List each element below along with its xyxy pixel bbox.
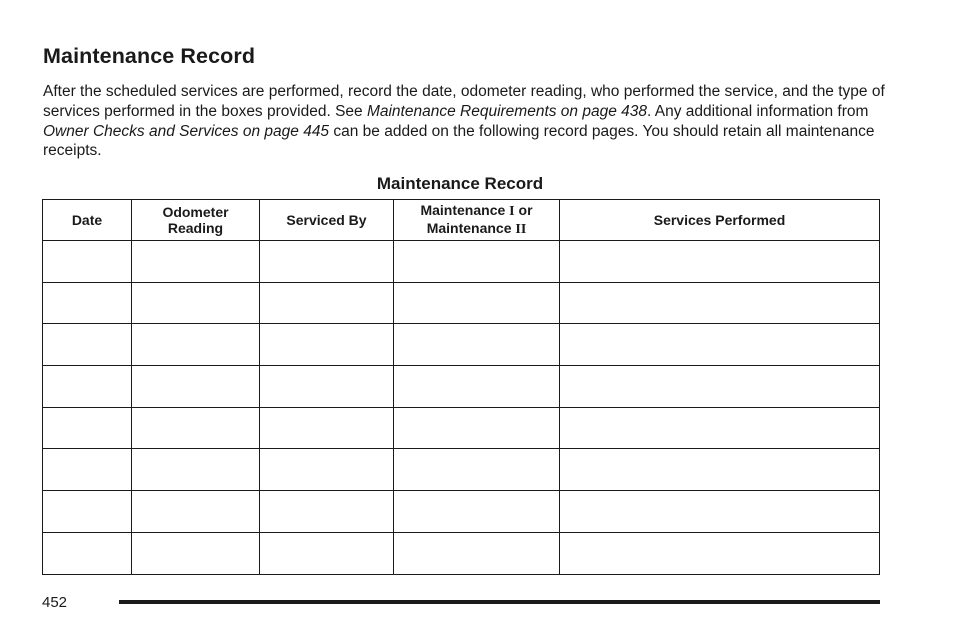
serviced-by-cell xyxy=(260,241,394,283)
table-row xyxy=(43,449,880,491)
serviced-by-cell xyxy=(260,532,394,574)
header-maintenance-line-2 xyxy=(394,220,559,239)
table-row xyxy=(43,532,880,574)
services-cell xyxy=(560,449,880,491)
date-cell xyxy=(43,324,132,366)
services-cell xyxy=(560,282,880,324)
header-maintenance-or: or xyxy=(514,201,533,218)
maintenance-cell xyxy=(394,366,560,408)
roman-numeral-two: II xyxy=(515,222,527,237)
intro-text-2: . Any additional information from xyxy=(647,102,869,120)
serviced-by-cell xyxy=(260,366,394,408)
page-title: Maintenance Record xyxy=(43,44,256,68)
date-cell xyxy=(43,282,132,324)
intro-text-3: can be added on the following record pages. You should retain all maintenance receipts. xyxy=(43,122,875,160)
cross-reference-owner-checks: Owner Checks and Services on page 445 xyxy=(43,122,330,140)
maintenance-cell xyxy=(394,449,560,491)
table-row xyxy=(43,324,880,366)
maintenance-cell xyxy=(394,324,560,366)
services-cell xyxy=(560,532,880,574)
odometer-cell xyxy=(132,241,260,283)
maintenance-record-table xyxy=(42,199,880,575)
odometer-cell xyxy=(132,324,260,366)
header-date: Date xyxy=(43,200,132,241)
table-row xyxy=(43,407,880,449)
services-cell xyxy=(560,491,880,533)
footer-rule xyxy=(119,600,880,604)
services-cell xyxy=(560,241,880,283)
services-cell xyxy=(560,366,880,408)
odometer-cell xyxy=(132,366,260,408)
table-body xyxy=(43,241,880,575)
odometer-cell xyxy=(132,282,260,324)
header-maintenance-line-1 xyxy=(394,202,559,221)
date-cell xyxy=(43,532,132,574)
table-caption: Maintenance Record xyxy=(376,174,544,193)
header-maintenance-text-1: Maintenance xyxy=(420,201,510,218)
maintenance-cell xyxy=(394,241,560,283)
header-maintenance-text-2: Maintenance xyxy=(426,220,516,236)
table-row xyxy=(43,366,880,408)
serviced-by-cell xyxy=(260,282,394,324)
header-odometer-reading xyxy=(132,200,260,241)
date-cell xyxy=(43,449,132,491)
header-serviced-by: Serviced By xyxy=(260,200,394,241)
header-services-performed: Services Performed xyxy=(560,200,880,241)
date-cell xyxy=(43,491,132,533)
services-cell xyxy=(560,407,880,449)
date-cell xyxy=(43,241,132,283)
maintenance-cell xyxy=(394,407,560,449)
header-maintenance-type xyxy=(394,200,560,241)
table-row xyxy=(43,241,880,283)
page-number: 452 xyxy=(42,594,68,611)
odometer-cell xyxy=(132,407,260,449)
odometer-cell xyxy=(132,532,260,574)
intro-text-1: After the scheduled services are performed, record the date, odometer reading, who performed the service, and the type of services performed in the boxes provided. See xyxy=(43,83,885,120)
header-odometer-label: Odometer Reading xyxy=(162,203,229,236)
serviced-by-cell xyxy=(260,491,394,533)
maintenance-cell xyxy=(394,532,560,574)
serviced-by-cell xyxy=(260,449,394,491)
serviced-by-cell xyxy=(260,407,394,449)
odometer-cell xyxy=(132,491,260,533)
cross-reference-maintenance-requirements: Maintenance Requirements on page 438 xyxy=(366,102,648,120)
services-cell xyxy=(560,324,880,366)
table-row xyxy=(43,491,880,533)
odometer-cell xyxy=(132,449,260,491)
date-cell xyxy=(43,407,132,449)
table-header-row xyxy=(43,200,880,241)
date-cell xyxy=(43,366,132,408)
maintenance-cell xyxy=(394,491,560,533)
table-row xyxy=(43,282,880,324)
maintenance-cell xyxy=(394,282,560,324)
serviced-by-cell xyxy=(260,324,394,366)
roman-numeral-one: I xyxy=(509,203,515,219)
intro-paragraph xyxy=(43,82,888,161)
